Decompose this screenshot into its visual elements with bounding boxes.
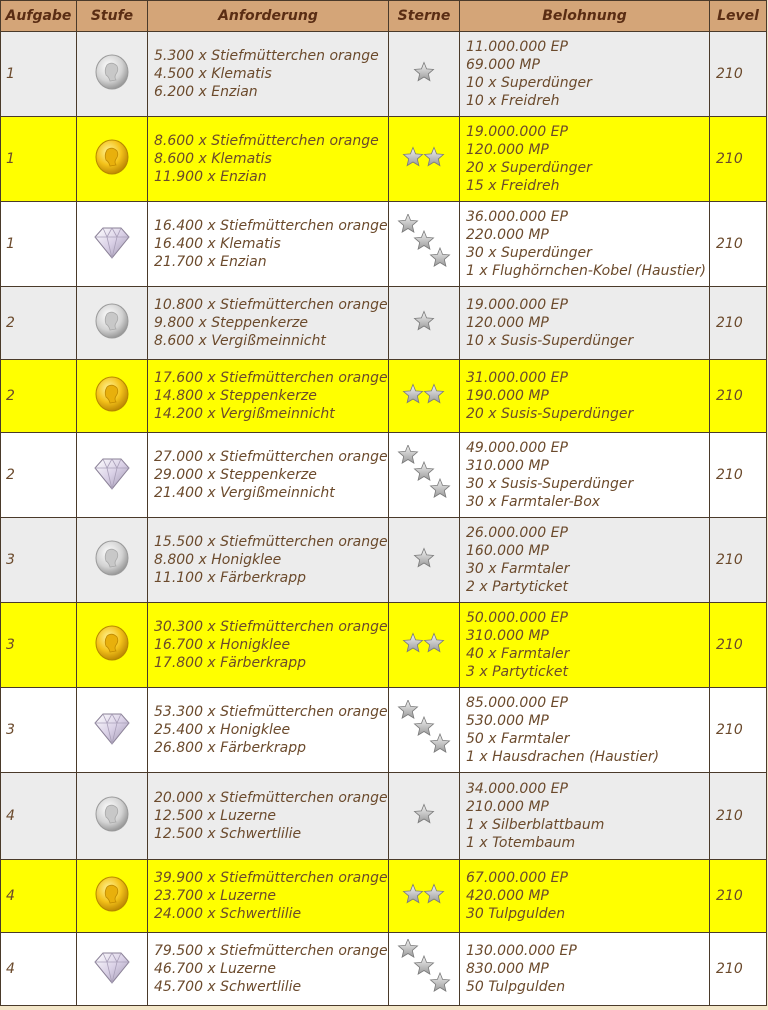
gold-coin-icon	[94, 875, 130, 918]
silver-coin-icon	[94, 302, 130, 345]
level-cell: 210	[710, 117, 767, 202]
aufgabe-cell: 4	[1, 933, 77, 1006]
table-row	[1, 287, 767, 360]
requirement-item: 45.700 x Schwertlilie	[154, 979, 302, 995]
reward-item: 20 x Superdünger	[466, 160, 592, 176]
stufe-cell	[77, 773, 148, 860]
reward-item: 50 x Farmtaler	[466, 731, 570, 747]
reward-item: 120.000 MP	[466, 142, 549, 158]
anforderung-cell	[148, 688, 389, 773]
reward-item: 830.000 MP	[466, 961, 549, 977]
reward-item: 2 x Partyticket	[466, 579, 568, 595]
level-cell: 210	[710, 518, 767, 603]
table-row	[1, 773, 767, 860]
requirement-item: 25.400 x Honigklee	[154, 722, 291, 738]
requirement-item: 79.500 x Stiefmütterchen orange	[154, 943, 388, 959]
table-row	[1, 202, 767, 287]
level-cell: 210	[710, 360, 767, 433]
level-cell: 210	[710, 603, 767, 688]
belohnung-cell	[460, 603, 710, 688]
sterne-cell	[389, 117, 460, 202]
requirement-item: 20.000 x Stiefmütterchen orange	[154, 790, 388, 806]
requirement-item: 16.400 x Klematis	[154, 236, 281, 252]
table-body	[1, 32, 767, 1006]
requirement-item: 46.700 x Luzerne	[154, 961, 277, 977]
stufe-cell	[77, 360, 148, 433]
reward-item: 120.000 MP	[466, 315, 549, 331]
anforderung-cell	[148, 433, 389, 518]
aufgabe-cell: 3	[1, 688, 77, 773]
star-icon	[402, 632, 446, 659]
sterne-cell	[389, 860, 460, 933]
requirement-item: 12.500 x Luzerne	[154, 808, 277, 824]
column-header-belohnung: Belohnung	[460, 1, 710, 32]
level-cell: 210	[710, 433, 767, 518]
diamond-icon	[93, 710, 131, 751]
aufgabe-cell: 2	[1, 360, 77, 433]
anforderung-cell	[148, 773, 389, 860]
level-cell: 210	[710, 202, 767, 287]
reward-item: 10 x Superdünger	[466, 75, 592, 91]
sterne-cell	[389, 287, 460, 360]
requirement-item: 8.600 x Vergißmeinnicht	[154, 333, 326, 349]
reward-item: 19.000.000 EP	[466, 297, 568, 313]
stufe-cell	[77, 933, 148, 1006]
reward-item: 10 x Freidreh	[466, 93, 560, 109]
reward-item: 1 x Totembaum	[466, 835, 576, 851]
reward-item: 30 x Susis-Superdünger	[466, 476, 634, 492]
anforderung-cell	[148, 117, 389, 202]
reward-item: 310.000 MP	[466, 458, 549, 474]
column-header-level: Level	[710, 1, 767, 32]
stufe-cell	[77, 287, 148, 360]
diamond-icon	[93, 224, 131, 265]
level-cell: 210	[710, 933, 767, 1006]
belohnung-cell	[460, 117, 710, 202]
star-icon	[396, 939, 452, 1000]
belohnung-cell	[460, 287, 710, 360]
requirement-item: 21.400 x Vergißmeinnicht	[154, 485, 335, 501]
aufgabe-cell: 3	[1, 603, 77, 688]
sterne-cell	[389, 32, 460, 117]
sterne-cell	[389, 933, 460, 1006]
sterne-cell	[389, 688, 460, 773]
reward-item: 30 x Farmtaler-Box	[466, 494, 601, 510]
anforderung-cell	[148, 32, 389, 117]
reward-item: 50.000.000 EP	[466, 610, 568, 626]
requirement-item: 16.400 x Stiefmütterchen orange	[154, 218, 388, 234]
star-icon	[413, 310, 435, 337]
reward-item: 1 x Silberblattbaum	[466, 817, 605, 833]
requirement-item: 39.900 x Stiefmütterchen orange	[154, 870, 388, 886]
stufe-cell	[77, 202, 148, 287]
aufgabe-cell: 2	[1, 287, 77, 360]
requirement-item: 11.100 x Färberkrapp	[154, 570, 307, 586]
reward-item: 3 x Partyticket	[466, 664, 568, 680]
aufgabe-cell: 1	[1, 202, 77, 287]
requirement-item: 12.500 x Schwertlilie	[154, 826, 302, 842]
requirement-item: 6.200 x Enzian	[154, 84, 258, 100]
aufgabe-cell: 4	[1, 773, 77, 860]
requirement-item: 11.900 x Enzian	[154, 169, 267, 185]
gold-coin-icon	[94, 375, 130, 418]
reward-item: 40 x Farmtaler	[466, 646, 570, 662]
table-row	[1, 860, 767, 933]
reward-item: 34.000.000 EP	[466, 781, 568, 797]
level-cell: 210	[710, 32, 767, 117]
requirement-item: 29.000 x Steppenkerze	[154, 467, 317, 483]
reward-item: 19.000.000 EP	[466, 124, 568, 140]
column-header-stufe: Stufe	[77, 1, 148, 32]
belohnung-cell	[460, 360, 710, 433]
silver-coin-icon	[94, 53, 130, 96]
requirement-item: 16.700 x Honigklee	[154, 637, 291, 653]
reward-item: 26.000.000 EP	[466, 525, 568, 541]
requirement-item: 24.000 x Schwertlilie	[154, 906, 302, 922]
aufgabe-cell: 1	[1, 32, 77, 117]
belohnung-cell	[460, 860, 710, 933]
star-icon	[396, 214, 452, 275]
star-icon	[413, 803, 435, 830]
aufgabe-cell: 3	[1, 518, 77, 603]
reward-item: 220.000 MP	[466, 227, 549, 243]
stufe-cell	[77, 433, 148, 518]
requirement-item: 8.600 x Klematis	[154, 151, 272, 167]
reward-item: 210.000 MP	[466, 799, 549, 815]
star-icon	[402, 883, 446, 910]
anforderung-cell	[148, 518, 389, 603]
reward-item: 530.000 MP	[466, 713, 549, 729]
reward-item: 310.000 MP	[466, 628, 549, 644]
reward-item: 160.000 MP	[466, 543, 549, 559]
sterne-cell	[389, 773, 460, 860]
stufe-cell	[77, 860, 148, 933]
requirement-item: 17.600 x Stiefmütterchen orange	[154, 370, 388, 386]
requirement-item: 8.800 x Honigklee	[154, 552, 282, 568]
column-header-aufgabe: Aufgabe	[1, 1, 77, 32]
level-cell: 210	[710, 688, 767, 773]
stufe-cell	[77, 117, 148, 202]
requirement-item: 14.200 x Vergißmeinnicht	[154, 406, 335, 422]
requirement-item: 5.300 x Stiefmütterchen orange	[154, 48, 379, 64]
column-header-anforderung: Anforderung	[148, 1, 389, 32]
anforderung-cell	[148, 202, 389, 287]
stufe-cell	[77, 32, 148, 117]
stufe-cell	[77, 518, 148, 603]
belohnung-cell	[460, 773, 710, 860]
anforderung-cell	[148, 287, 389, 360]
reward-item: 420.000 MP	[466, 888, 549, 904]
silver-coin-icon	[94, 795, 130, 838]
table-row	[1, 360, 767, 433]
requirement-item: 15.500 x Stiefmütterchen orange	[154, 534, 388, 550]
star-icon	[413, 61, 435, 88]
table-row	[1, 32, 767, 117]
requirement-item: 23.700 x Luzerne	[154, 888, 277, 904]
requirement-item: 27.000 x Stiefmütterchen orange	[154, 449, 388, 465]
requirement-item: 8.600 x Stiefmütterchen orange	[154, 133, 379, 149]
silver-coin-icon	[94, 539, 130, 582]
sterne-cell	[389, 360, 460, 433]
diamond-icon	[93, 455, 131, 496]
reward-item: 190.000 MP	[466, 388, 549, 404]
reward-item: 130.000.000 EP	[466, 943, 577, 959]
star-icon	[413, 547, 435, 574]
star-icon	[402, 383, 446, 410]
reward-item: 1 x Flughörnchen-Kobel (Haustier)	[466, 263, 707, 279]
belohnung-cell	[460, 933, 710, 1006]
reward-item: 30 x Superdünger	[466, 245, 592, 261]
anforderung-cell	[148, 360, 389, 433]
star-icon	[402, 146, 446, 173]
reward-item: 20 x Susis-Superdünger	[466, 406, 634, 422]
table-header-row	[1, 1, 767, 32]
requirement-item: 30.300 x Stiefmütterchen orange	[154, 619, 388, 635]
reward-item: 69.000 MP	[466, 57, 540, 73]
reward-item: 31.000.000 EP	[466, 370, 568, 386]
sterne-cell	[389, 518, 460, 603]
star-icon	[396, 445, 452, 506]
anforderung-cell	[148, 860, 389, 933]
belohnung-cell	[460, 433, 710, 518]
requirement-item: 4.500 x Klematis	[154, 66, 272, 82]
requirement-item: 9.800 x Steppenkerze	[154, 315, 308, 331]
stufe-cell	[77, 603, 148, 688]
reward-item: 85.000.000 EP	[466, 695, 568, 711]
aufgabe-cell: 2	[1, 433, 77, 518]
reward-item: 67.000.000 EP	[466, 870, 568, 886]
reward-item: 49.000.000 EP	[466, 440, 568, 456]
reward-item: 10 x Susis-Superdünger	[466, 333, 634, 349]
table-row	[1, 518, 767, 603]
belohnung-cell	[460, 688, 710, 773]
aufgabe-cell: 4	[1, 860, 77, 933]
belohnung-cell	[460, 202, 710, 287]
column-header-sterne: Sterne	[389, 1, 460, 32]
star-icon	[396, 700, 452, 761]
requirement-item: 26.800 x Färberkrapp	[154, 740, 307, 756]
level-cell: 210	[710, 860, 767, 933]
table-row	[1, 688, 767, 773]
requirement-item: 10.800 x Stiefmütterchen orange	[154, 297, 388, 313]
requirement-item: 53.300 x Stiefmütterchen orange	[154, 704, 388, 720]
sterne-cell	[389, 202, 460, 287]
reward-item: 11.000.000 EP	[466, 39, 568, 55]
gold-coin-icon	[94, 624, 130, 667]
table-row	[1, 933, 767, 1006]
reward-item: 15 x Freidreh	[466, 178, 560, 194]
sterne-cell	[389, 603, 460, 688]
stufe-cell	[77, 688, 148, 773]
table-row	[1, 433, 767, 518]
gold-coin-icon	[94, 138, 130, 181]
reward-item: 30 Tulpgulden	[466, 906, 566, 922]
aufgabe-cell: 1	[1, 117, 77, 202]
anforderung-cell	[148, 603, 389, 688]
table-row	[1, 117, 767, 202]
belohnung-cell	[460, 518, 710, 603]
sterne-cell	[389, 433, 460, 518]
requirement-item: 17.800 x Färberkrapp	[154, 655, 307, 671]
anforderung-cell	[148, 933, 389, 1006]
reward-item: 36.000.000 EP	[466, 209, 568, 225]
requirement-item: 21.700 x Enzian	[154, 254, 267, 270]
requirement-item: 14.800 x Steppenkerze	[154, 388, 317, 404]
table-row	[1, 603, 767, 688]
reward-item: 50 Tulpgulden	[466, 979, 566, 995]
reward-item: 1 x Hausdrachen (Haustier)	[466, 749, 660, 765]
reward-item: 30 x Farmtaler	[466, 561, 570, 577]
level-cell: 210	[710, 773, 767, 860]
diamond-icon	[93, 949, 131, 990]
belohnung-cell	[460, 32, 710, 117]
level-cell: 210	[710, 287, 767, 360]
